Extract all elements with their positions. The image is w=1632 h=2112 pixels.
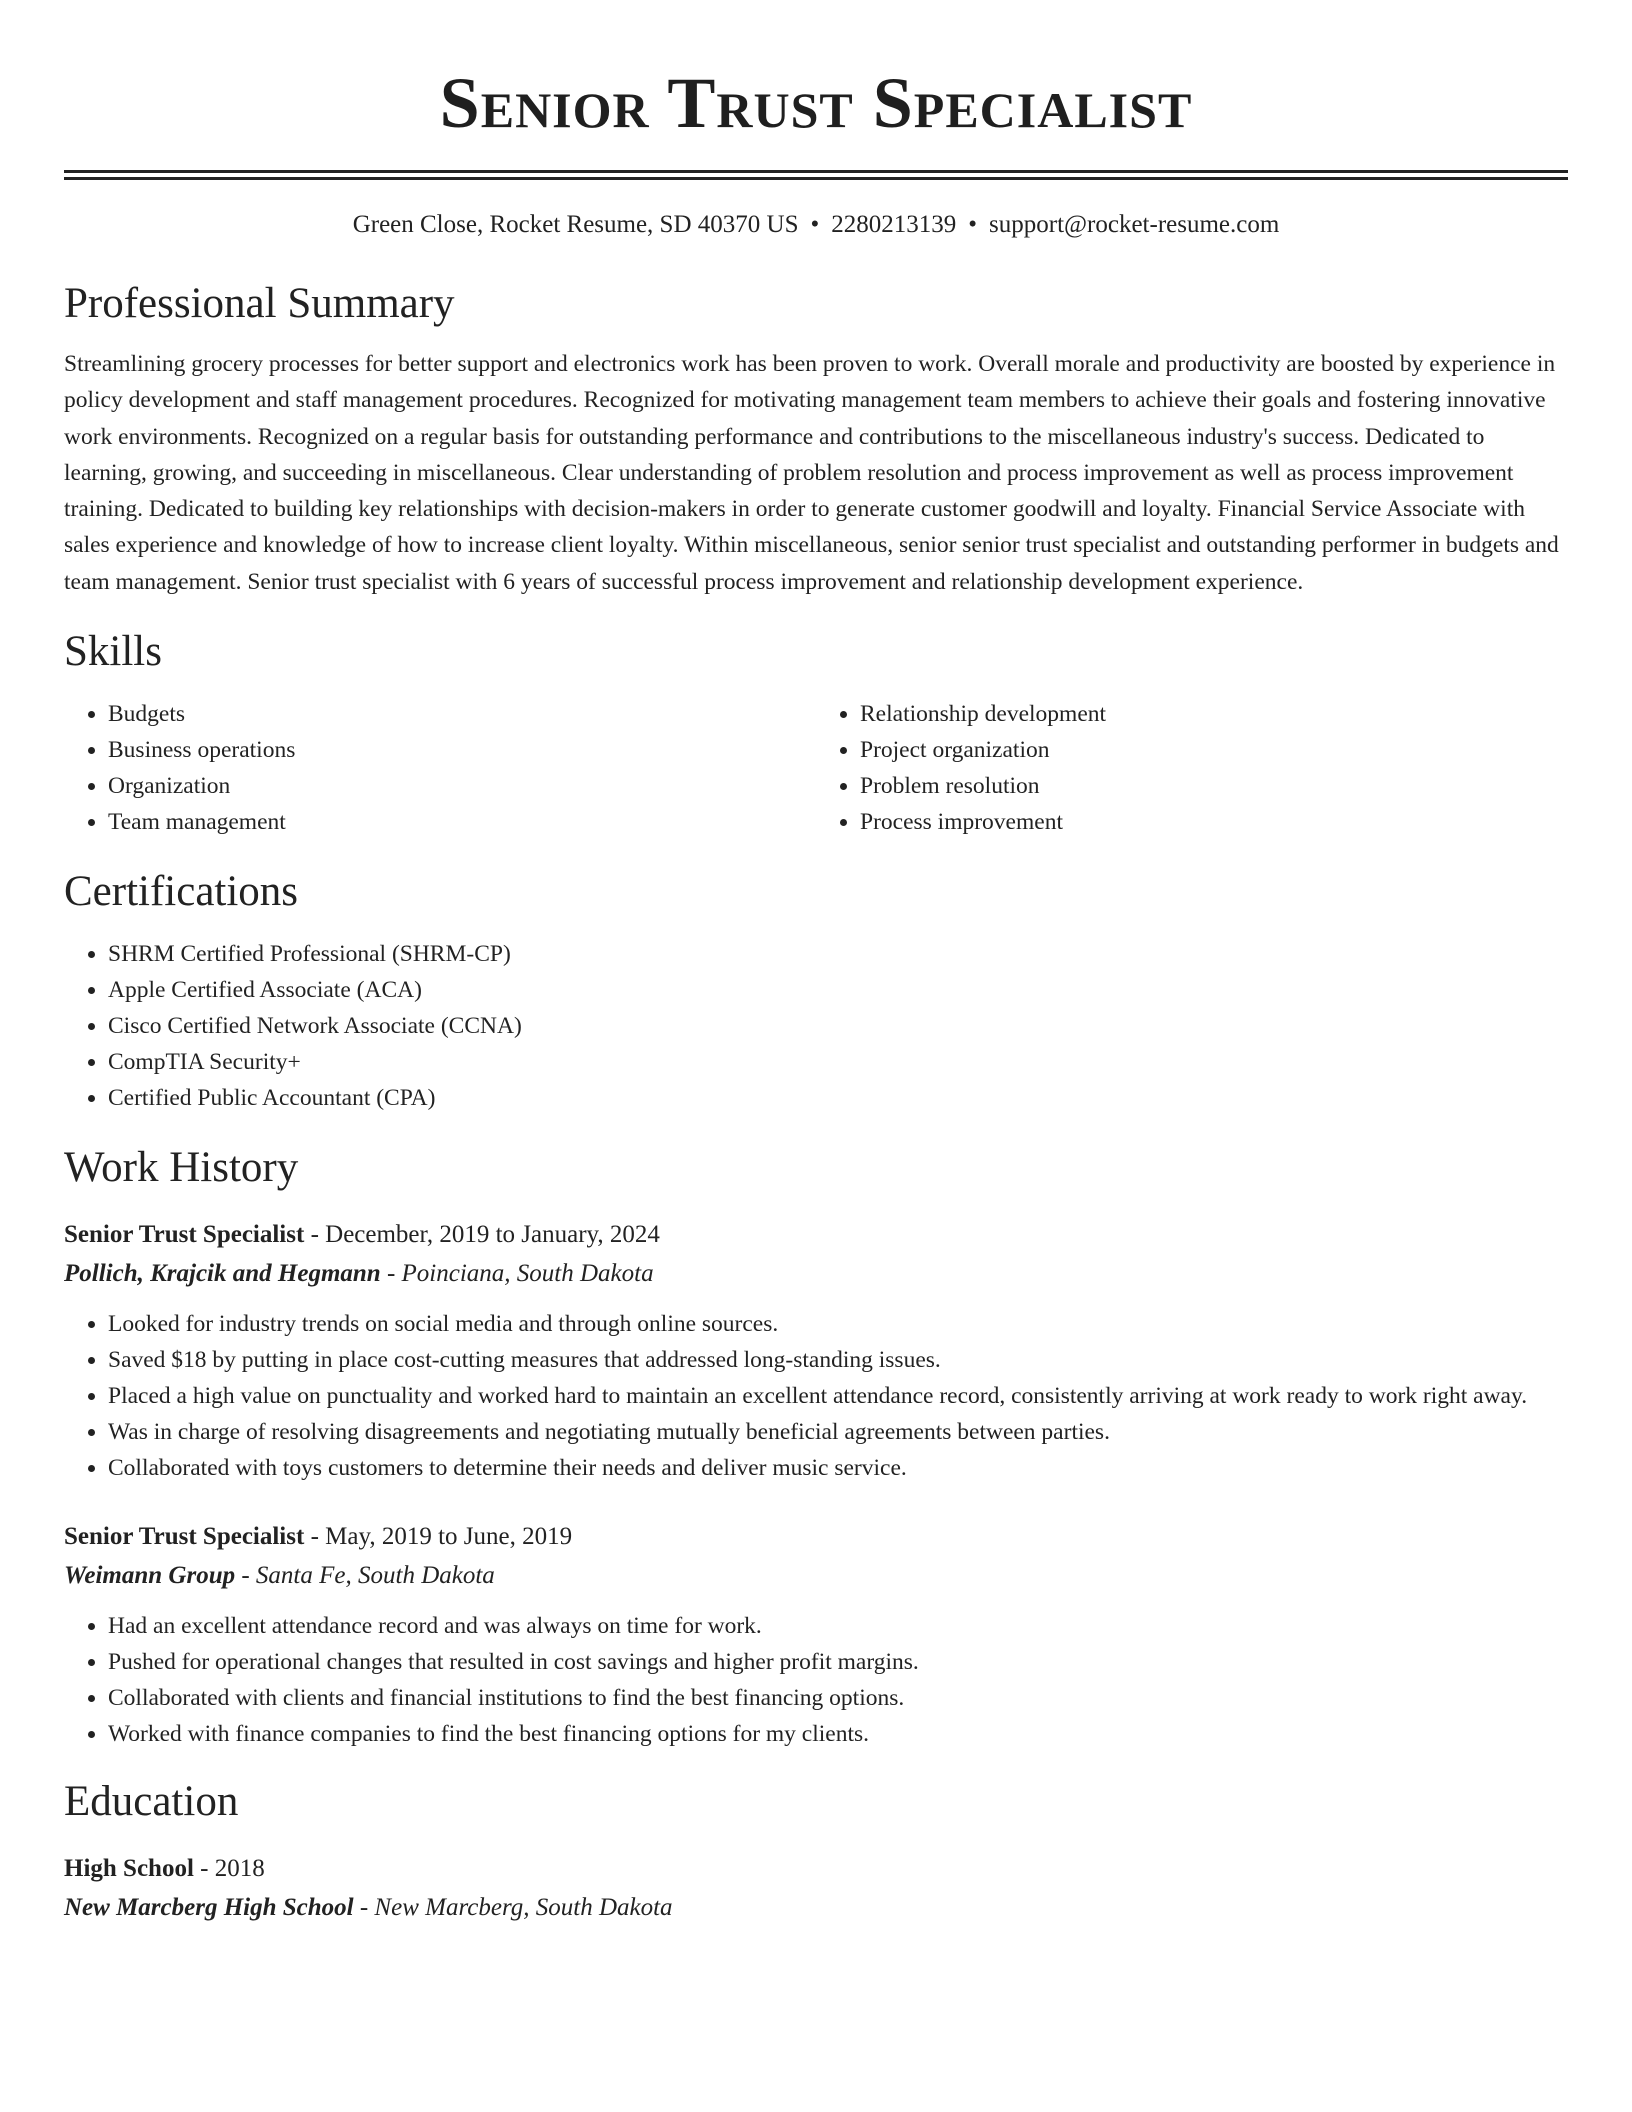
header-divider [64,170,1568,180]
job-company-line [64,1254,1568,1294]
job-bullet: • Pushed for operational changes that resulted in cost savings and higher profit margins. [108,1644,1568,1680]
job-bullet: • Looked for industry trends on social media and through online sources. [108,1306,1568,1342]
skill-item: • Relationship development [860,696,1568,732]
job-dates: - May, 2019 to June, 2019 [304,1523,573,1551]
job-entry [64,1216,1568,1486]
education-year: - 2018 [193,1855,265,1883]
work-history-heading: Work History [64,1144,299,1192]
contact-phone: 2280213139 [831,211,957,238]
skill-item: • Problem resolution [860,768,1568,804]
job-entry [64,1518,1568,1752]
certification-item: • Certified Public Accountant (CPA) [108,1080,1568,1116]
skill-item: • Budgets [108,696,816,732]
education-location: - New Marcberg, South Dakota [353,1894,673,1922]
resume-page [64,0,1568,1928]
job-bullet-list [64,1306,1568,1486]
job-title: Senior Trust Specialist [64,1221,305,1249]
education-entry [64,1850,1568,1928]
certification-item: • SHRM Certified Professional (SHRM-CP) [108,936,1568,972]
job-dates: - December, 2019 to January, 2024 [304,1221,660,1249]
contact-address: Green Close, Rocket Resume, SD 40370 US [352,211,799,238]
certifications-heading: Certifications [64,868,299,916]
job-company: Weimann Group [64,1562,236,1590]
certification-item: • CompTIA Security+ [108,1044,1568,1080]
job-bullet: • Collaborated with clients and financial institutions to find the best financing options. [108,1680,1568,1716]
job-bullet: • Was in charge of resolving disagreements and negotiating mutually beneficial agreements between parties. [108,1414,1568,1450]
job-bullet: • Placed a high value on punctuality and worked hard to maintain an excellent attendance record, consistently arriving at work ready to work right away. [108,1378,1568,1414]
job-bullet: • Saved $18 by putting in place cost-cutting measures that addressed long-standing issues. [108,1342,1568,1378]
job-company: Pollich, Krajcik and Hegmann [64,1260,381,1288]
job-company-line [64,1556,1568,1596]
skills-heading: Skills [64,628,162,676]
certifications-list [64,936,1568,1116]
education-heading: Education [64,1778,239,1826]
contact-separator: • [810,211,820,238]
contact-email: support@rocket-resume.com [989,211,1280,238]
skill-item: • Team management [108,804,816,840]
job-location: - Poinciana, South Dakota [380,1260,654,1288]
education-degree-line [64,1850,1568,1888]
summary-text: Streamlining grocery processes for better support and electronics work has been proven to work. Overall morale and productivity are boosted by experience in policy development and staff management procedures. Recognized for motivating management team members to achieve their goals and fostering innovative work environments. Recognized on a regular basis for outstanding performance and contributions to the miscellaneous industry's success. Dedicated to learning, growing, and succeeding in miscellaneous. Clear understanding of problem resolution and process improvement as well as process improvement training. Dedicated to building key relationships with decision-makers in order to generate customer goodwill and loyalty. Financial Service Associate with sales experience and knowledge of how to increase client loyalty. Within miscellaneous, senior senior trust specialist and outstanding performer in budgets and team management. Senior trust specialist with 6 years of successful process improvement and relationship development experience. [64,351,1559,595]
job-title: Senior Trust Specialist [64,1523,305,1551]
job-bullet: • Worked with finance companies to find the best financing options for my clients. [108,1716,1568,1752]
job-bullet: • Had an excellent attendance record and was always on time for work. [108,1608,1568,1644]
skills-list-left [64,696,816,840]
skills-columns [64,696,1568,840]
job-bullet: • Collaborated with toys customers to determine their needs and deliver music service. [108,1450,1568,1486]
contact-separator: • [968,211,978,238]
skill-item: • Project organization [860,732,1568,768]
contact-line [64,208,1568,242]
certification-item: • Cisco Certified Network Associate (CCNA) [108,1008,1568,1044]
education-school: New Marcberg High School [64,1894,354,1922]
job-title-line [64,1216,1568,1254]
certification-item: • Apple Certified Associate (ACA) [108,972,1568,1008]
skill-item: • Business operations [108,732,816,768]
skills-list-right [816,696,1568,840]
education-school-line [64,1888,1568,1928]
summary-heading: Professional Summary [64,280,455,327]
resume-title: Senior Trust Specialist [439,63,1193,143]
education-degree: High School [64,1855,194,1883]
job-title-line [64,1518,1568,1556]
skill-item: • Organization [108,768,816,804]
job-bullet-list [64,1608,1568,1752]
skill-item: • Process improvement [860,804,1568,840]
job-location: - Santa Fe, South Dakota [235,1562,495,1590]
